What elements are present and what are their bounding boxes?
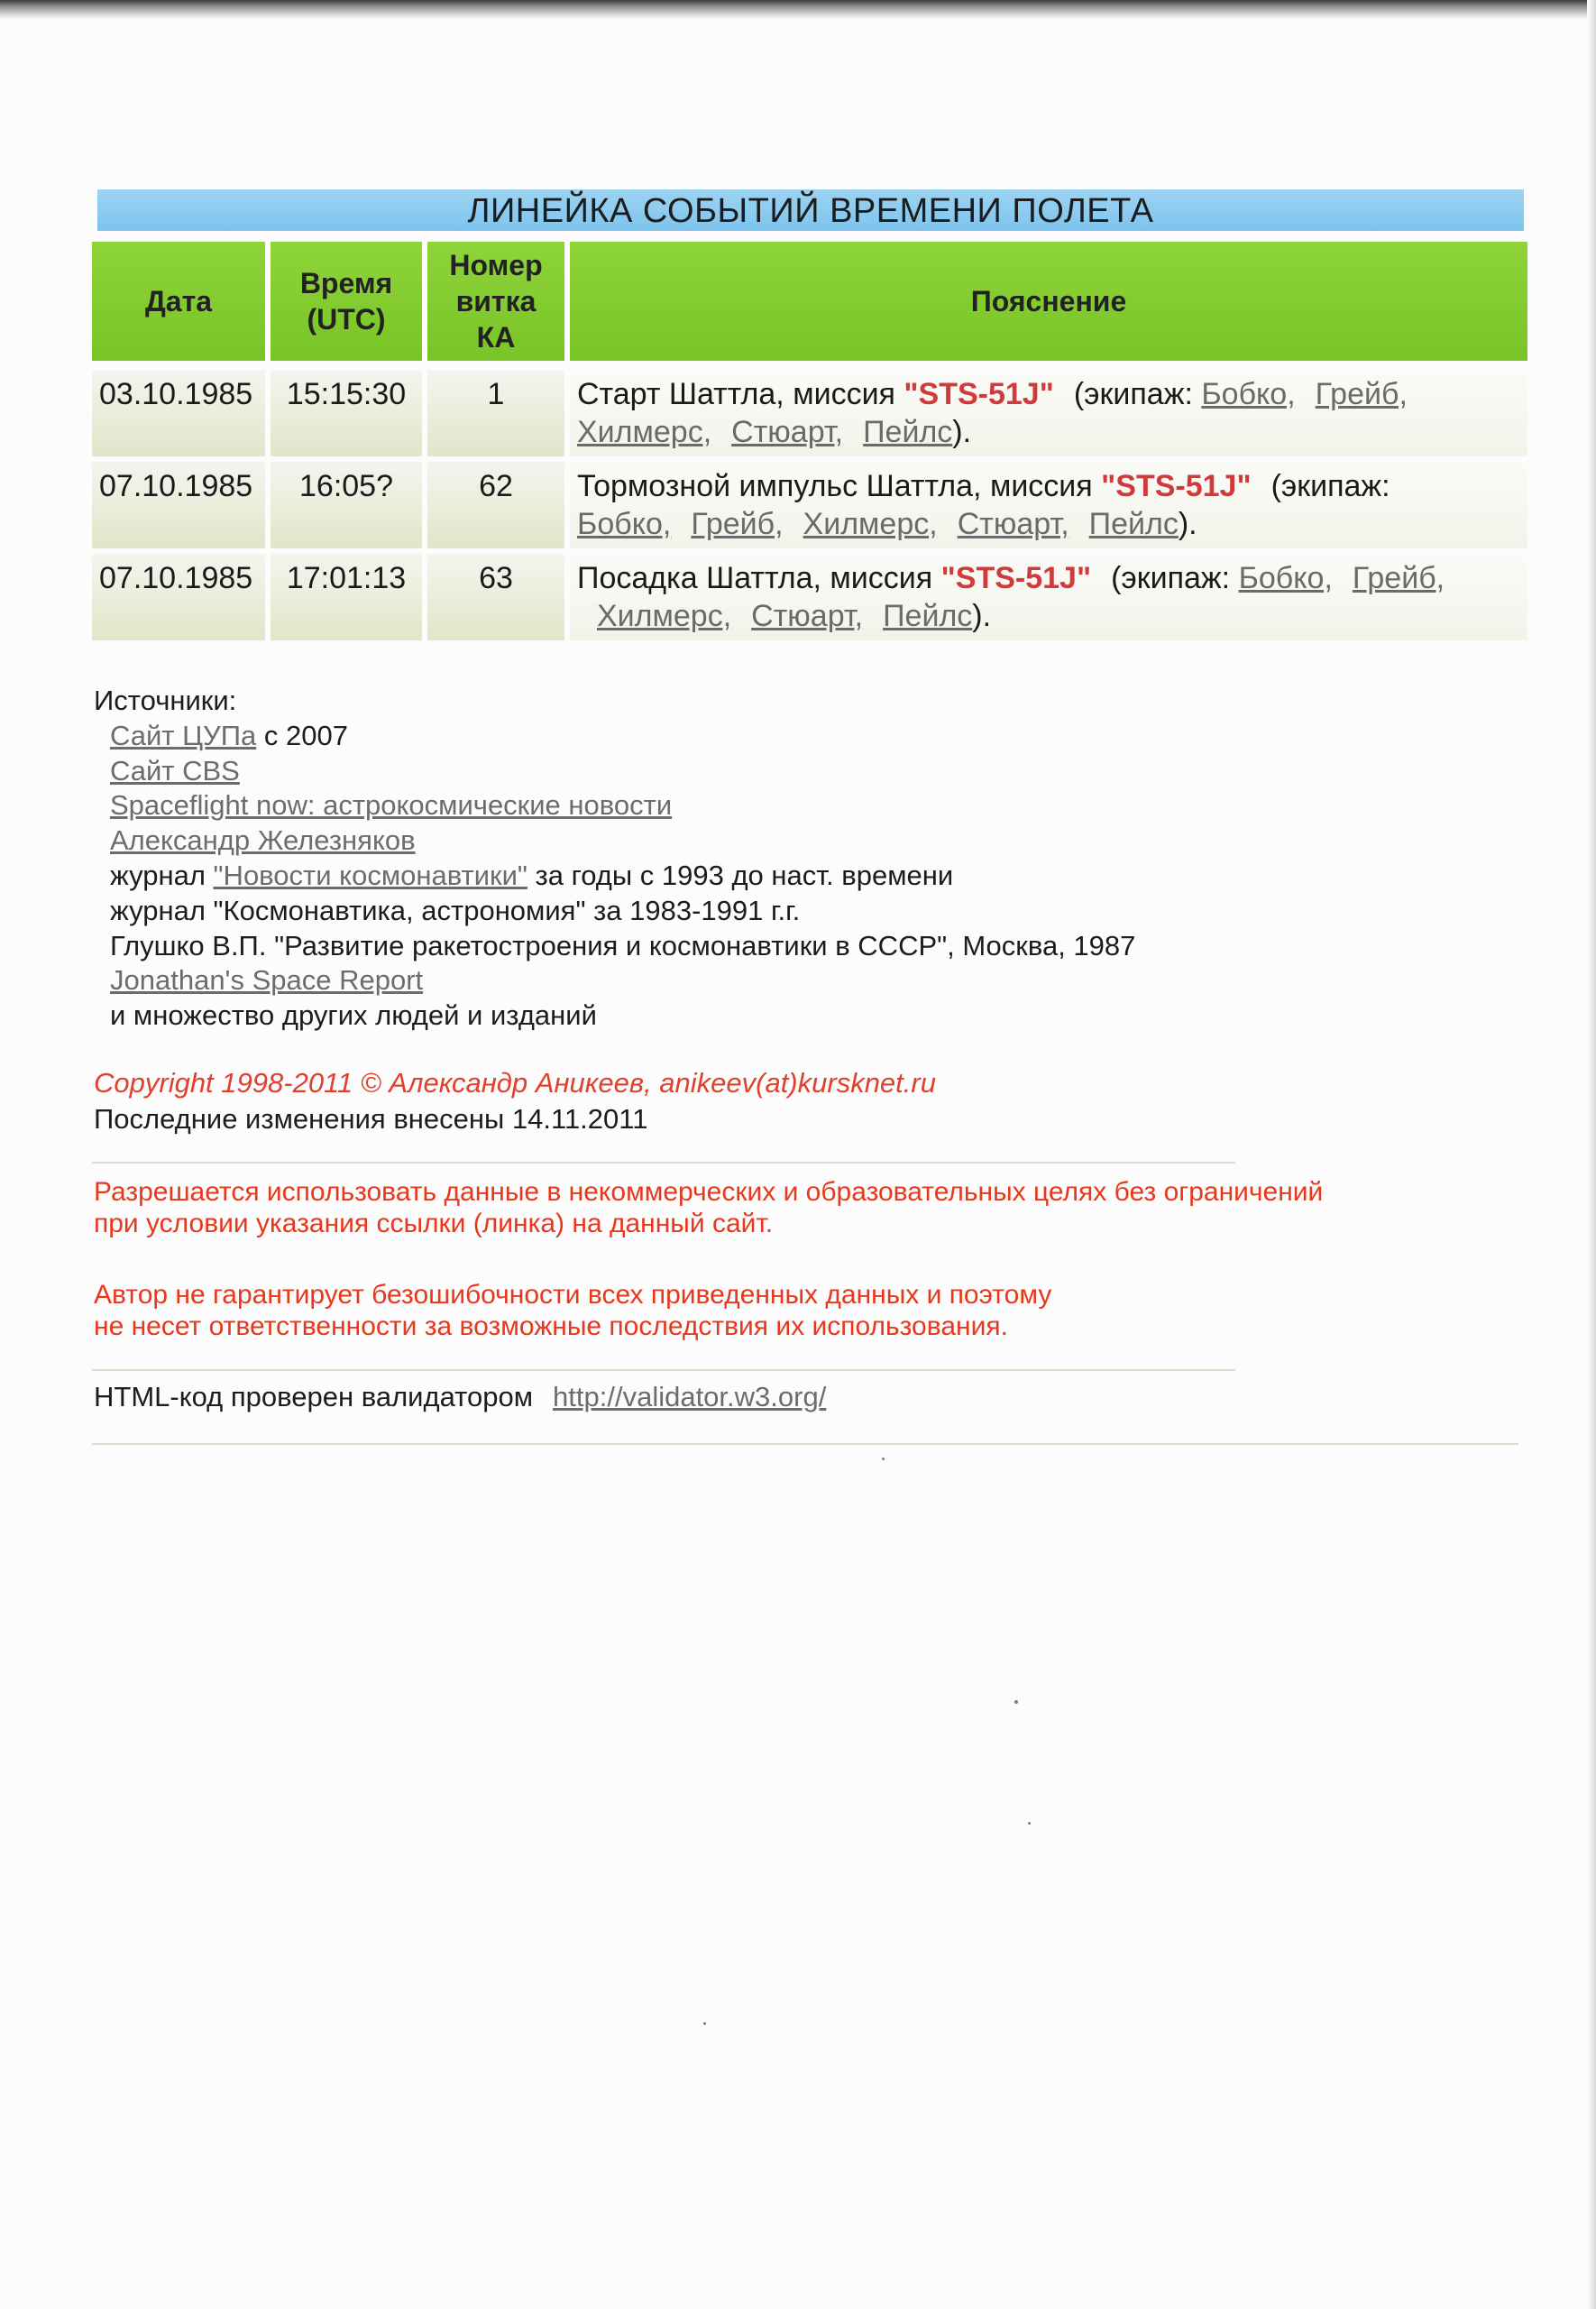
crew-link-bobko[interactable]: Бобко, xyxy=(577,507,672,541)
permission-line2: при условии указания ссылки (линка) на данный сайт. xyxy=(94,1209,774,1238)
divider xyxy=(92,1369,1235,1371)
row2-date: 07.10.1985 xyxy=(92,462,265,548)
sources-section xyxy=(94,684,1135,1034)
crew-link-stewart[interactable]: Стюарт, xyxy=(751,599,864,633)
sources-heading: Источники: xyxy=(94,685,237,716)
crew-link-pailes[interactable]: Пейлс xyxy=(1088,507,1179,541)
source-journal1-prefix: журнал xyxy=(110,859,214,891)
source-zheleznyakov xyxy=(94,823,1135,859)
header-explanation xyxy=(570,242,1527,361)
row2-crew-prefix: (экипаж: xyxy=(1270,469,1390,503)
copyright-notice: Copyright 1998-2011 © Александр Аникеев, anikeev(at)kursknet.ru xyxy=(94,1067,936,1099)
scan-speck xyxy=(703,2022,706,2025)
last-modified: Последние изменения внесены 14.11.2011 xyxy=(94,1103,648,1135)
source-jsr xyxy=(94,963,1135,998)
header-time-unit: (UTC) xyxy=(307,303,386,336)
row3-date: 07.10.1985 xyxy=(92,554,265,640)
scan-edge-top xyxy=(0,0,1596,20)
permission-line1: Разрешается использовать данные в некоммерческих и образовательных целях без ограничений xyxy=(94,1177,1324,1207)
header-time xyxy=(271,242,422,361)
header-explanation-label: Пояснение xyxy=(970,285,1127,317)
row1-crew-prefix: (экипаж: xyxy=(1073,377,1202,411)
crew-link-grabe[interactable]: Грейб, xyxy=(1352,561,1445,595)
source-journal-novosti xyxy=(94,859,1135,894)
divider xyxy=(92,1162,1235,1164)
row1-mission: "STS-51J" xyxy=(903,377,1054,411)
row3-mission: "STS-51J" xyxy=(940,561,1092,595)
validator-line xyxy=(94,1380,826,1414)
crew-link-stewart[interactable]: Стюарт, xyxy=(957,507,1069,541)
row3-explanation xyxy=(570,554,1527,640)
crew-link-stewart[interactable]: Стюарт, xyxy=(731,415,844,449)
source-link-jonathans-space-report[interactable]: Jonathan's Space Report xyxy=(110,964,424,997)
row3-time: 17:01:13 xyxy=(271,554,422,640)
table-title: ЛИНЕЙКА СОБЫТИЙ ВРЕМЕНИ ПОЛЕТА xyxy=(97,189,1524,231)
source-glushko: Глушко В.П. "Развитие ракетостроения и космонавтики в СССР", Москва, 1987 xyxy=(110,929,1136,961)
row2-mission: "STS-51J" xyxy=(1101,469,1252,503)
header-date-label: Дата xyxy=(144,285,213,317)
row1-explanation xyxy=(570,370,1527,456)
source-others: и множество других людей и изданий xyxy=(110,999,597,1032)
scan-speck xyxy=(882,1458,885,1460)
header-orbit-line2: витка xyxy=(455,285,537,317)
source-spaceflight xyxy=(94,788,1135,823)
crew-link-pailes[interactable]: Пейлс xyxy=(863,415,953,449)
crew-link-grabe[interactable]: Грейб, xyxy=(691,507,784,541)
header-orbit-line1: Номер xyxy=(449,249,543,281)
scan-edge-right xyxy=(1587,0,1596,2309)
row2-time: 16:05? xyxy=(271,462,422,548)
row3-event: Посадка Шаттла, миссия xyxy=(577,561,941,595)
validator-text: HTML-код проверен валидатором xyxy=(94,1381,534,1412)
row3-crew-prefix: (экипаж: xyxy=(1111,561,1239,595)
row1-event: Старт Шаттла, миссия xyxy=(577,377,904,411)
header-orbit-line3: КА xyxy=(476,321,516,354)
disclaimer-line2: не несет ответственности за возможные последствия их использования. xyxy=(94,1311,1008,1341)
row2-explanation xyxy=(570,462,1527,548)
header-date xyxy=(92,242,265,361)
crew-link-hilmers[interactable]: Хилмерс, xyxy=(803,507,938,541)
scan-speck xyxy=(1028,1822,1031,1825)
row1-orbit: 1 xyxy=(427,370,564,456)
disclaimer-line1: Автор не гарантирует безошибочности всех приведенных данных и поэтому xyxy=(94,1280,1052,1310)
source-link-cup[interactable]: Сайт ЦУПа xyxy=(110,719,257,751)
source-cup-tail: с 2007 xyxy=(256,719,348,751)
row2-suffix: ). xyxy=(1178,507,1197,541)
disclaimer-notice xyxy=(94,1279,1051,1342)
validator-link[interactable]: http://validator.w3.org/ xyxy=(553,1381,827,1412)
crew-link-hilmers[interactable]: Хилмерс, xyxy=(597,599,732,633)
source-journal1-tail: за годы с 1993 до наст. времени xyxy=(527,859,954,891)
divider xyxy=(92,1443,1518,1445)
crew-link-bobko[interactable]: Бобко, xyxy=(1201,377,1296,411)
row3-orbit: 63 xyxy=(427,554,564,640)
source-journal-kosmonavtika: журнал "Космонавтика, астрономия" за 1983-1991 г.г. xyxy=(110,894,801,926)
permission-notice xyxy=(94,1176,1323,1239)
header-orbit xyxy=(427,242,564,361)
source-link-spaceflight-now[interactable]: Spaceflight now: астрокосмические новости xyxy=(110,789,673,822)
row2-orbit: 62 xyxy=(427,462,564,548)
source-cbs xyxy=(94,754,1135,789)
source-link-zheleznyakov[interactable]: Александр Железняков xyxy=(110,824,416,857)
crew-link-bobko[interactable]: Бобко, xyxy=(1238,561,1333,595)
crew-link-grabe[interactable]: Грейб, xyxy=(1315,377,1408,411)
scan-speck xyxy=(1014,1700,1018,1704)
crew-link-pailes[interactable]: Пейлс xyxy=(883,599,973,633)
row3-suffix: ). xyxy=(972,599,992,633)
source-link-novosti-kosmonavtiki[interactable]: "Новости космонавтики" xyxy=(213,859,527,891)
header-time-label: Время xyxy=(299,267,393,299)
crew-link-hilmers[interactable]: Хилмерс, xyxy=(577,415,712,449)
source-cup xyxy=(94,719,1135,754)
row1-suffix: ). xyxy=(952,415,972,449)
row2-event: Тормозной импульс Шаттла, миссия xyxy=(577,469,1102,503)
source-link-cbs[interactable]: Сайт CBS xyxy=(110,754,240,787)
row1-time: 15:15:30 xyxy=(271,370,422,456)
row1-date: 03.10.1985 xyxy=(92,370,265,456)
